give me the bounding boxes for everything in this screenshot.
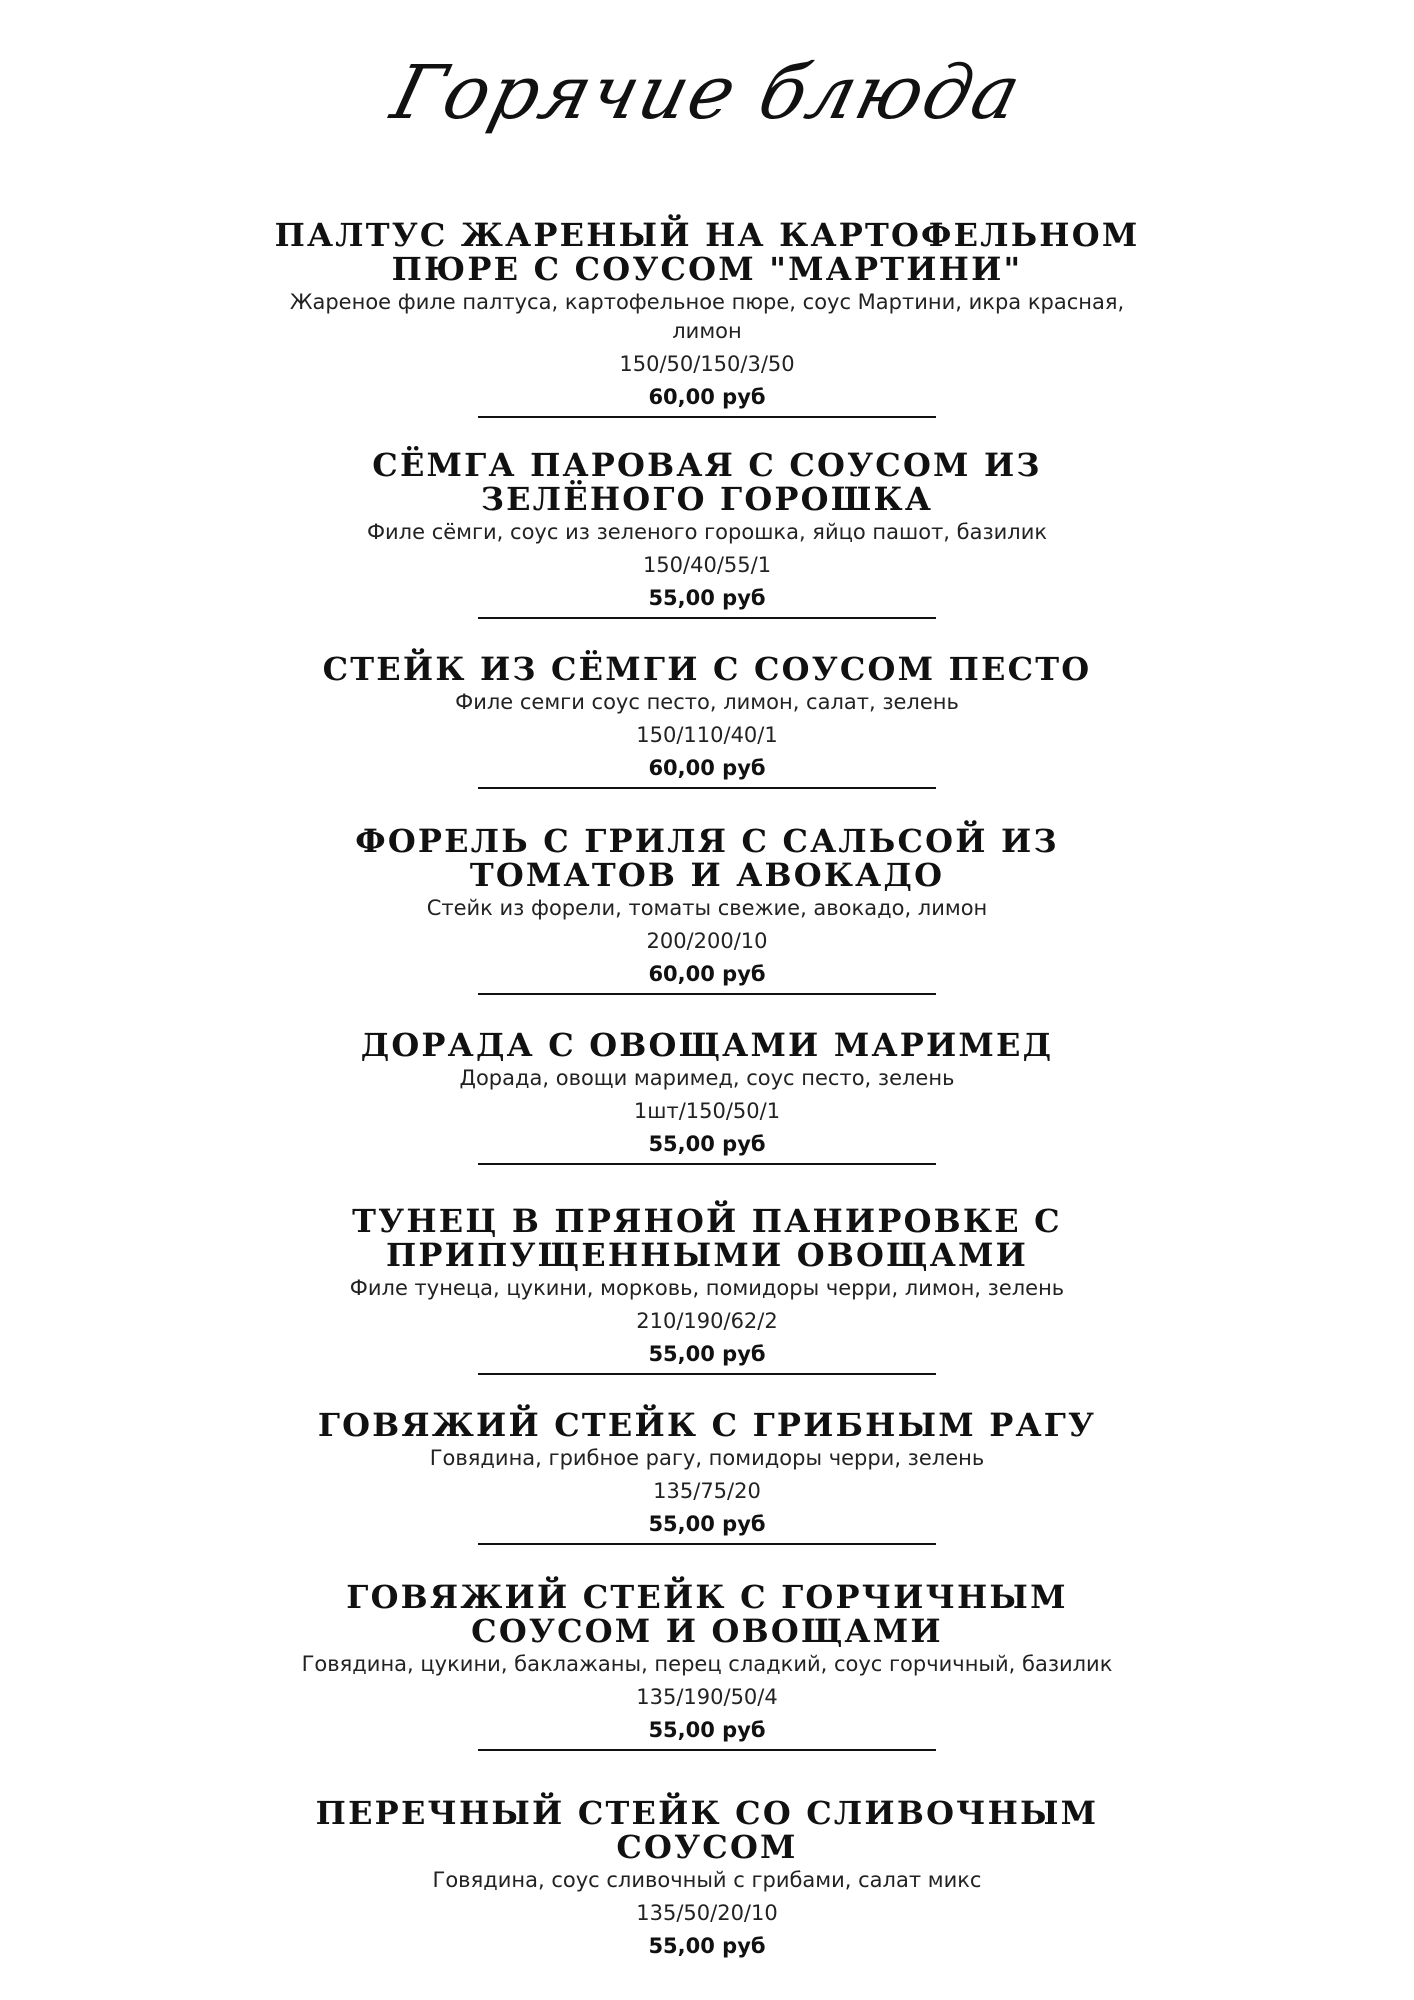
- dish-weight: 210/190/62/2: [636, 1309, 778, 1333]
- dish-description: Дорада, овощи маримед, соус песто, зелень: [459, 1066, 955, 1090]
- divider: [478, 1749, 936, 1751]
- dish-name: ДОРАДА С ОВОЩАМИ МАРИМЕД: [360, 1026, 1054, 1064]
- menu-item: [0, 448, 1414, 619]
- menu-item: [0, 1580, 1414, 1751]
- dish-weight: 1шт/150/50/1: [633, 1099, 781, 1123]
- dish-description: Стейк из форели, томаты свежие, авокадо, лимон: [426, 896, 988, 920]
- menu-item: [0, 652, 1414, 789]
- dish-weight: 135/50/20/10: [636, 1901, 778, 1925]
- divider: [478, 416, 936, 418]
- dish-name: ФОРЕЛЬ С ГРИЛЯ С САЛЬСОЙ ИЗ ТОМАТОВ И АВОКАДО: [355, 822, 1059, 894]
- dish-description: Говядина, соус сливочный с грибами, салат микс: [432, 1868, 982, 1892]
- menu-title: Горячие блюда: [383, 50, 1031, 136]
- dish-description: Говядина, грибное рагу, помидоры черри, зелень: [429, 1446, 985, 1470]
- divider: [478, 1163, 936, 1165]
- dish-name: ГОВЯЖИЙ СТЕЙК С ГОРЧИЧНЫМ СОУСОМ И ОВОЩАМИ: [346, 1578, 1068, 1650]
- menu-item: [0, 218, 1414, 418]
- menu-item: [0, 1796, 1414, 1961]
- dish-price: 55,00 руб: [648, 1934, 766, 1958]
- dish-description: Филе тунеца, цукини, морковь, помидоры черри, лимон, зелень: [349, 1276, 1065, 1300]
- dish-weight: 150/40/55/1: [642, 553, 772, 577]
- dish-name: ТУНЕЦ В ПРЯНОЙ ПАНИРОВКЕ С ПРИПУЩЕННЫМИ ОВОЩАМИ: [352, 1202, 1062, 1274]
- divider: [478, 993, 936, 995]
- dish-price: 55,00 руб: [648, 1132, 766, 1156]
- divider: [478, 1543, 936, 1545]
- dish-price: 60,00 руб: [648, 385, 766, 409]
- divider: [478, 1373, 936, 1375]
- dish-price: 55,00 руб: [648, 1342, 766, 1366]
- dish-price: 55,00 руб: [648, 586, 766, 610]
- dish-name: СЁМГА ПАРОВАЯ С СОУСОМ ИЗ ЗЕЛЁНОГО ГОРОШКА: [372, 446, 1042, 518]
- dish-name: СТЕЙК ИЗ СЁМГИ С СОУСОМ ПЕСТО: [322, 650, 1092, 688]
- menu-item: [0, 1204, 1414, 1375]
- dish-name: ГОВЯЖИЙ СТЕЙК С ГРИБНЫМ РАГУ: [317, 1406, 1097, 1444]
- dish-description: Филе семги соус песто, лимон, салат, зелень: [455, 690, 959, 714]
- dish-price: 60,00 руб: [648, 756, 766, 780]
- dish-name: ПЕРЕЧНЫЙ СТЕЙК СО СЛИВОЧНЫМ СОУСОМ: [315, 1794, 1099, 1866]
- menu-item: [0, 1408, 1414, 1545]
- dish-price: 55,00 руб: [648, 1512, 766, 1536]
- divider: [478, 617, 936, 619]
- dish-price: 60,00 руб: [648, 962, 766, 986]
- dish-weight: 150/110/40/1: [636, 723, 778, 747]
- dish-description: Филе сёмги, соус из зеленого горошка, яйцо пашот, базилик: [366, 520, 1048, 544]
- menu-item: [0, 1028, 1414, 1165]
- dish-price: 55,00 руб: [648, 1718, 766, 1742]
- dish-description: Говядина, цукини, баклажаны, перец сладкий, соус горчичный, базилик: [301, 1652, 1113, 1676]
- menu-item: [0, 824, 1414, 995]
- dish-name: ПАЛТУС ЖАРЕНЫЙ НА КАРТОФЕЛЬНОМ ПЮРЕ С СОУСОМ "МАРТИНИ": [274, 216, 1140, 288]
- dish-weight: 150/50/150/3/50: [619, 352, 795, 376]
- dish-description: Жареное филе палтуса, картофельное пюре, соус Мартини, икра красная, лимон: [289, 290, 1125, 343]
- dish-weight: 135/75/20: [653, 1479, 761, 1503]
- divider: [478, 787, 936, 789]
- dish-weight: 135/190/50/4: [636, 1685, 778, 1709]
- dish-weight: 200/200/10: [646, 929, 768, 953]
